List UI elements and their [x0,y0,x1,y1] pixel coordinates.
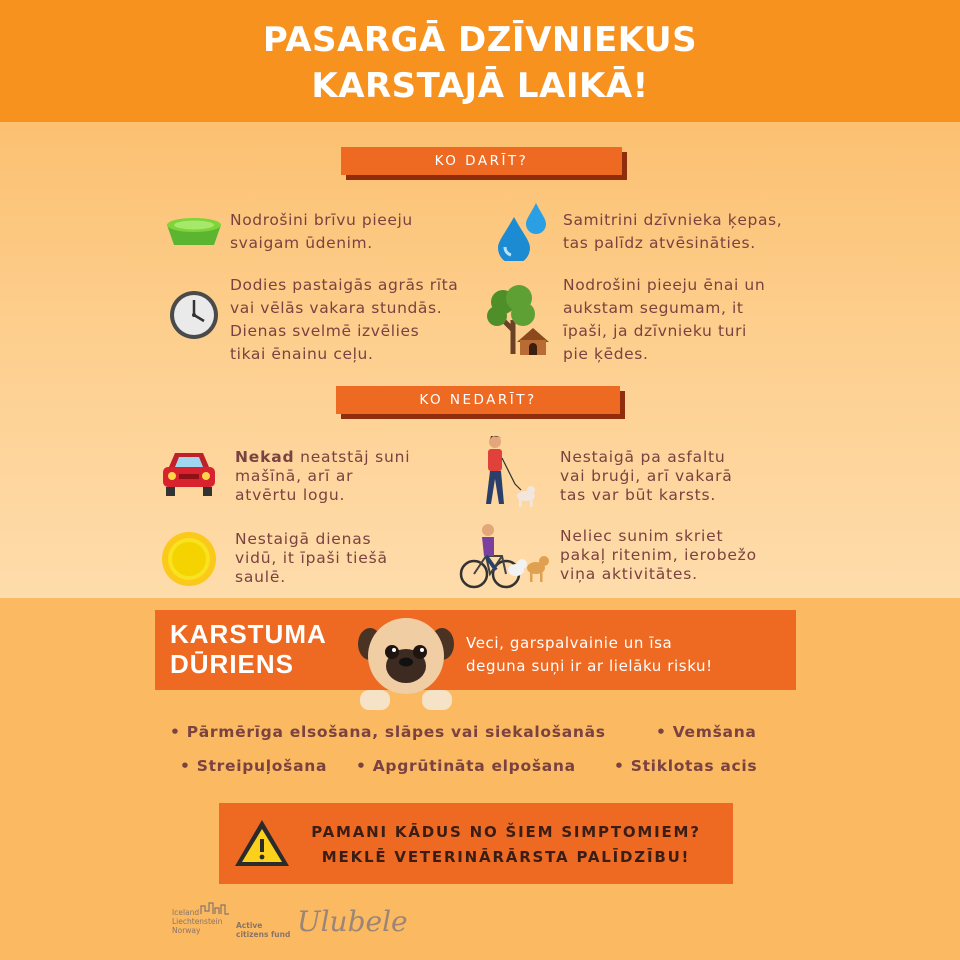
warning-line: PAMANI KĀDUS NO ŠIEM SIMPTOMIEM? [311,823,701,841]
title-line: DŪRIENS [170,649,295,679]
sun-icon [160,530,218,588]
do-text-walks [230,274,458,366]
text-line: tas palīdz atvēsināties. [563,234,756,252]
text-line: Nodrošini brīvu pieeju [230,211,413,229]
text-line: pakaļ ritenim, ierobežo [560,546,757,564]
text-line: atvērtu logu. [235,486,346,504]
do-text-water [230,209,413,255]
water-bowl-icon [163,213,225,249]
text-line: aukstam segumam, it [563,299,744,317]
text-line: vai vēlās vakara stundās. [230,299,443,317]
text-line [235,448,410,467]
symptom-glassy-eyes: • Stiklotas acis [614,757,758,775]
warning-icon [233,817,291,869]
dont-section-label: KO NEDARĪT? [336,386,620,414]
logo-line: Liechtenstein [172,917,223,926]
text-line: Nodrošini pieeju ēnai un [563,276,766,294]
dont-text-sun [235,530,388,587]
do-text-paws [563,209,782,255]
tree-doghouse-icon [485,284,551,356]
dont-text-asphalt [560,448,733,505]
text-line: Nestaigā dienas [235,530,372,548]
text-line: Nestaigā pa asfaltu [560,448,726,466]
dont-text-bike [560,527,757,584]
symptom-staggering: • Streipuļošana [180,757,328,775]
warning-line: MEKLĒ VETERINĀRĀRSTA PALĪDZĪBU! [321,848,691,866]
page-title-line2: KARSTAJĀ LAIKĀ! [311,66,649,106]
page-title-line1: PASARGĀ DZĪVNIEKUS [262,20,698,60]
water-drops-icon [494,203,550,261]
cyclist-dogs-icon [458,522,550,590]
text-line: vidū, it īpaši tiešā [235,549,388,567]
pug-dog-icon [352,612,460,714]
title-line: KARSTUMA [170,619,327,649]
funder-logo [172,908,222,935]
symptom-panting: • Pārmērīga elsošana, slāpes vai siekalošanās [170,723,606,741]
text-line: Dodies pastaigās agrās rīta [230,276,459,294]
logo-line: Norway [172,926,201,935]
text-line: pie ķēdes. [563,345,649,363]
do-text-shade [563,274,765,366]
desc-line: deguna suņi ir ar lielāku risku! [466,657,713,675]
brand-logo: Ulubele [297,905,408,938]
person-walking-dog-icon [481,434,539,514]
symptom-breathing: • Apgrūtināta elpošana [356,757,576,775]
text-line: svaigam ūdenim. [230,234,373,252]
bold-word: Nekad [235,448,295,466]
desc-line: Veci, garspalvainie un īsa [466,634,673,652]
text-span: neatstāj suni [294,448,411,466]
heatstroke-title [170,619,327,679]
car-icon [161,447,217,499]
heatstroke-description [466,632,713,678]
clock-icon [168,289,220,341]
symptom-vomiting: • Vemšana [656,723,757,741]
logo-line: Iceland [172,908,200,917]
logo-line: Active [236,921,263,930]
text-line: viņa aktivitātes. [560,565,698,583]
text-line: īpaši, ja dzīvnieku turi [563,322,747,340]
text-line: mašīnā, arī ar [235,467,354,485]
warning-text [286,820,726,870]
text-line: tas var būt karsts. [560,486,717,504]
do-section-label: KO DARĪT? [341,147,622,175]
text-line: Neliec sunim skriet [560,527,724,545]
text-line: tikai ēnainu ceļu. [230,345,374,363]
text-line: saulē. [235,568,286,586]
logo-line: citizens fund [236,930,291,939]
text-line: Samitrini dzīvnieka ķepas, [563,211,783,229]
dont-text-car [235,448,410,505]
fund-logo [236,921,290,939]
text-line: vai bruģi, arī vakarā [560,467,733,485]
text-line: Dienas svelmē izvēlies [230,322,420,340]
